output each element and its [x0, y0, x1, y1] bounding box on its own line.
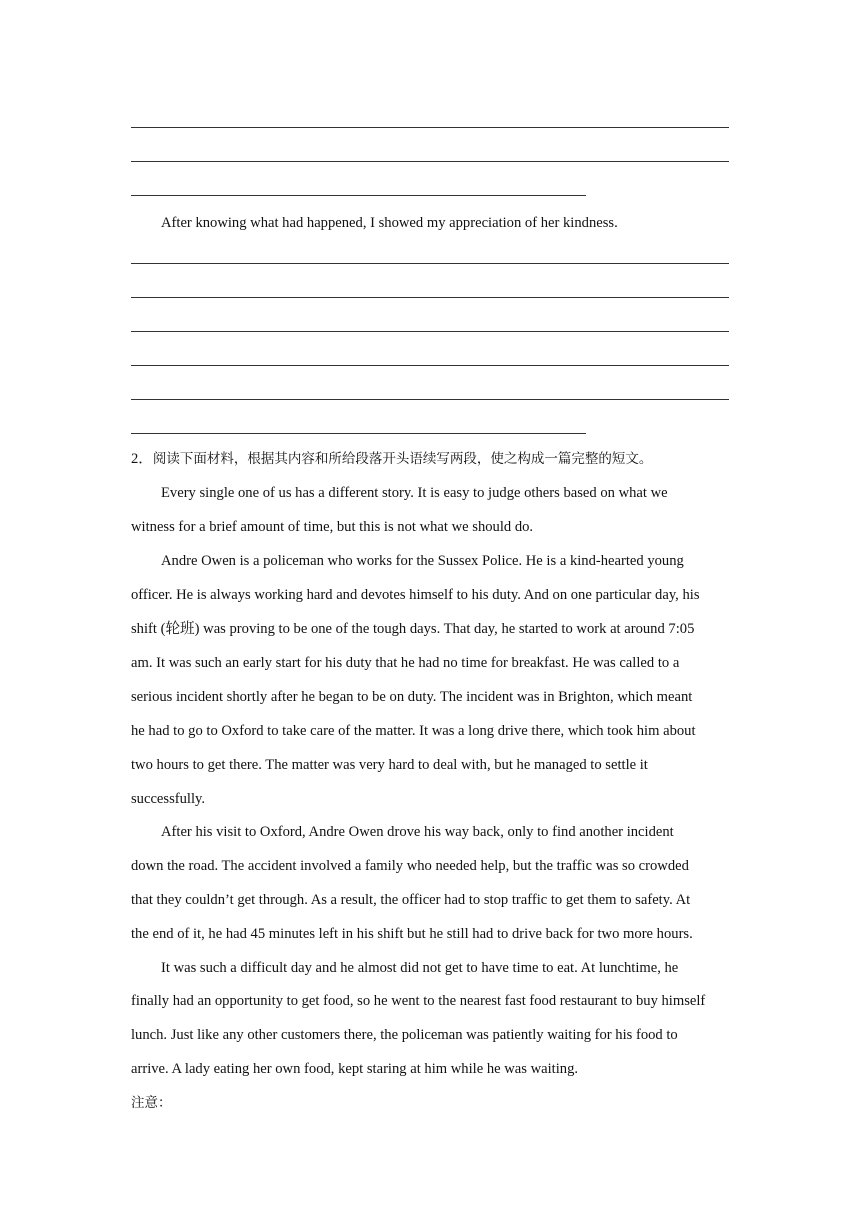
- answer-line: [131, 263, 729, 264]
- paragraph-line: arrive. A lady eating her own food, kept staring at him while he was waiting.: [131, 1061, 579, 1077]
- question-instruction: 阅读下面材料，根据其内容和所给段落开头语续写两段，使之构成一篇完整的短文。: [152, 451, 653, 467]
- note-label: 注意：: [131, 1095, 172, 1111]
- paragraph-line: am. It was such an early start for his duty that he had no time for breakfast. He was called to a: [131, 655, 680, 671]
- paragraph-line: lunch. Just like any other customers there, the policeman was patiently waiting for his food to: [131, 1027, 678, 1043]
- answer-line: [131, 161, 729, 162]
- paragraph-line: It was such a difficult day and he almost did not get to have time to eat. At lunchtime, he: [161, 960, 679, 976]
- answer-line: [131, 331, 729, 332]
- paragraph-line: shift (轮班) was proving to be one of the tough days. That day, he started to work at around 7:05: [131, 621, 695, 637]
- answer-line: [131, 195, 586, 196]
- paragraph-line: officer. He is always working hard and devotes himself to his duty. And on one particular day, his: [131, 587, 700, 603]
- paragraph-line: Andre Owen is a policeman who works for the Sussex Police. He is a kind-hearted young: [161, 553, 684, 569]
- answer-line: [131, 399, 729, 400]
- paragraph-line: that they couldn’t get through. As a result, the officer had to stop traffic to get them to safety. At: [131, 892, 691, 908]
- paragraph-line: Every single one of us has a different story. It is easy to judge others based on what we: [161, 485, 668, 501]
- paragraph-line: After his visit to Oxford, Andre Owen drove his way back, only to find another incident: [161, 824, 674, 840]
- paragraph-line: down the road. The accident involved a family who needed help, but the traffic was so crowded: [131, 858, 689, 874]
- paragraph-line: witness for a brief amount of time, but this is not what we should do.: [131, 519, 534, 535]
- answer-line: [131, 127, 729, 128]
- question-number: 2．: [131, 451, 153, 467]
- paragraph-line: the end of it, he had 45 minutes left in his shift but he still had to drive back for two more hours.: [131, 926, 693, 942]
- answer-line: [131, 365, 729, 366]
- answer-line: [131, 433, 586, 434]
- paragraph-line: he had to go to Oxford to take care of the matter. It was a long drive there, which took him about: [131, 723, 696, 739]
- paragraph-line: two hours to get there. The matter was very hard to deal with, but he managed to settle it: [131, 757, 648, 773]
- paragraph-line: successfully.: [131, 791, 206, 807]
- paragraph-line: finally had an opportunity to get food, so he went to the nearest fast food restaurant to buy himself: [131, 993, 706, 1009]
- question-heading: [131, 450, 731, 468]
- paragraph-line: serious incident shortly after he began to be on duty. The incident was in Brighton, which meant: [131, 689, 693, 705]
- answer-line: [131, 297, 729, 298]
- continuation-prompt: After knowing what had happened, I showed my appreciation of her kindness.: [161, 215, 618, 231]
